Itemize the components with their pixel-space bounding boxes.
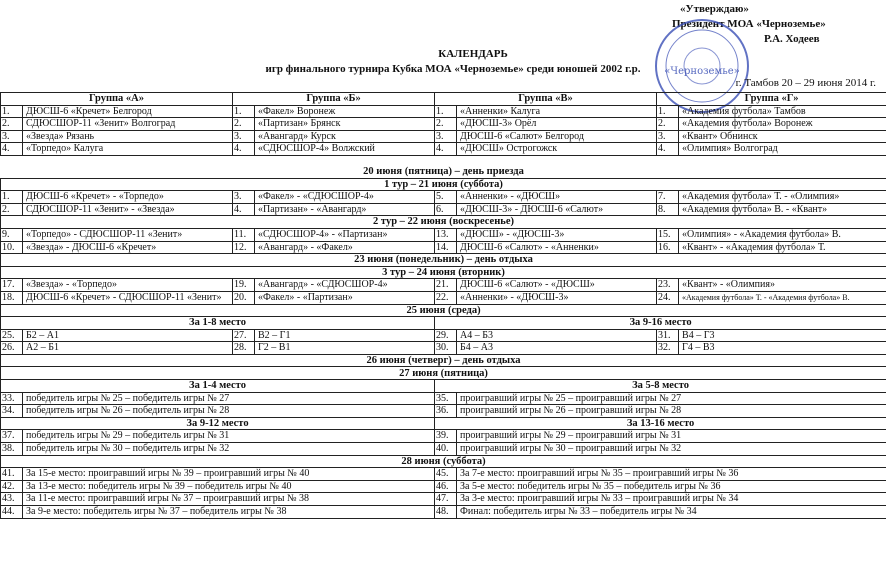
match-text: «Анненки» Калуга	[457, 105, 657, 118]
match-number: 13.	[435, 228, 457, 241]
approval-title: «Утверждаю»	[680, 3, 749, 15]
title-line1: КАЛЕНДАРЬ	[438, 48, 508, 60]
match-number: 48.	[435, 506, 457, 519]
match-number: 3.	[233, 191, 255, 204]
match-number: 31.	[657, 329, 679, 342]
match-text: «Анненки» - «ДЮСШ-3»	[457, 291, 657, 304]
table-cell	[1, 155, 886, 165]
group-header: Группа «А»	[1, 93, 233, 106]
match-text: «Академия футбола» В. - «Квант»	[679, 203, 886, 216]
day25-sections-left: За 1-8 место	[1, 317, 435, 330]
day27-sections1-row	[1, 380, 886, 393]
match-number: 5.	[435, 191, 457, 204]
match-number: 1.	[435, 105, 457, 118]
group-row	[1, 118, 886, 131]
day25-sections-right: За 9-16 место	[435, 317, 886, 330]
match-text: Б2 – А1	[23, 329, 233, 342]
match-number: 26.	[1, 342, 23, 355]
match-text: победитель игры № 29 – победитель игры № 31	[23, 430, 435, 443]
match-text: «Академия футбола» Тамбов	[679, 105, 886, 118]
match-number: 37.	[1, 430, 23, 443]
match-number: 11.	[233, 228, 255, 241]
match-number: 4.	[233, 143, 255, 156]
group-row	[1, 130, 886, 143]
match-number: 3.	[435, 130, 457, 143]
match-number: 12.	[233, 241, 255, 254]
match-text: «Авангард» Курск	[255, 130, 435, 143]
match-text: «ДЮСШ» - «ДЮСШ-3»	[457, 228, 657, 241]
match-text: «Квант» - «Академия футбола» Т.	[679, 241, 886, 254]
match-number: 7.	[657, 191, 679, 204]
match-text: «Факел» - «Партизан»	[255, 291, 435, 304]
tour2-row	[1, 228, 886, 241]
match-text: «Факел» - «СДЮСШОР-4»	[255, 191, 435, 204]
match-text: В2 – Г1	[255, 329, 435, 342]
match-text: ДЮСШ-6 «Салют» Белгород	[457, 130, 657, 143]
match-number: 8.	[657, 203, 679, 216]
match-number: 24.	[657, 291, 679, 304]
day28-header-row	[1, 455, 886, 468]
match-number: 10.	[1, 241, 23, 254]
match-text: «ДЮСШ» Острогожск	[457, 143, 657, 156]
match-text: За 3-е место: проигравший игры № 33 – проигравший игры № 34	[457, 493, 886, 506]
day27-sections2-row	[1, 417, 886, 430]
match-text: «Олимпия» Волгоград	[679, 143, 886, 156]
day25-sections-row	[1, 317, 886, 330]
match-text: За 9-е место: победитель игры № 37 – победитель игры № 38	[23, 506, 435, 519]
match-number: 20.	[233, 291, 255, 304]
match-number: 14.	[435, 241, 457, 254]
match-text: ДЮСШ-6 «Кречет» Белгород	[23, 105, 233, 118]
match-text: «Анненки» - «ДЮСШ»	[457, 191, 657, 204]
match-number: 2.	[435, 118, 457, 131]
match-number: 1.	[657, 105, 679, 118]
match-number: 30.	[435, 342, 457, 355]
match-text: «Торпедо» - СДЮСШОР-11 «Зенит»	[23, 228, 233, 241]
match-text: За 15-е место: проигравший игры № 39 – проигравший игры № 40	[23, 468, 435, 481]
day28-row	[1, 493, 886, 506]
day25-row	[1, 342, 886, 355]
match-text: «СДЮСШОР-4» Волжский	[255, 143, 435, 156]
day23-header-row	[1, 254, 886, 267]
day27-row	[1, 405, 886, 418]
match-text: За 13-е место: победитель игры № 39 – победитель игры № 40	[23, 480, 435, 493]
document-title	[0, 47, 886, 77]
match-number: 45.	[435, 468, 457, 481]
match-text: «Партизан» Брянск	[255, 118, 435, 131]
match-text: ДЮСШ-6 «Кречет» - «Торпедо»	[23, 191, 233, 204]
match-text: «Звезда» - ДЮСШ-6 «Кречет»	[23, 241, 233, 254]
match-number: 1.	[1, 191, 23, 204]
match-number: 46.	[435, 480, 457, 493]
match-text: ДЮСШ-6 «Салют» - «ДЮСШ»	[457, 279, 657, 292]
schedule-table	[0, 92, 886, 519]
match-number: 3.	[657, 130, 679, 143]
match-text: победитель игры № 30 – победитель игры № 32	[23, 443, 435, 456]
match-number: 39.	[435, 430, 457, 443]
tour3-row	[1, 279, 886, 292]
match-number: 23.	[657, 279, 679, 292]
match-text: СДЮСШОР-11 «Зенит» - «Звезда»	[23, 203, 233, 216]
tour3-header: 3 тур – 24 июня (вторник)	[1, 266, 886, 279]
day27-sections2-right: За 13-16 место	[435, 417, 886, 430]
match-text: «Звезда» - «Торпедо»	[23, 279, 233, 292]
match-number: 28.	[233, 342, 255, 355]
match-text: «Олимпия» - «Академия футбола» В.	[679, 228, 886, 241]
match-number: 6.	[435, 203, 457, 216]
day26-header-row	[1, 354, 886, 367]
match-text: За 7-е место: проигравший игры № 35 – проигравший игры № 36	[457, 468, 886, 481]
day25-header-row	[1, 304, 886, 317]
day26-header: 26 июня (четверг) – день отдыха	[1, 354, 886, 367]
match-number: 4.	[657, 143, 679, 156]
match-number: 17.	[1, 279, 23, 292]
tour2-header: 2 тур – 22 июня (воскресенье)	[1, 216, 886, 229]
match-text: «Академия футбола» Т. - «Академия футбола» В.	[679, 291, 886, 304]
match-text: За 11-е место: проигравший игры № 37 – проигравший игры № 38	[23, 493, 435, 506]
day23-header: 23 июня (понедельник) – день отдыха	[1, 254, 886, 267]
match-number: 21.	[435, 279, 457, 292]
match-number: 41.	[1, 468, 23, 481]
match-text: Г4 – В3	[679, 342, 886, 355]
match-number: 43.	[1, 493, 23, 506]
match-text: «Квант» - «Олимпия»	[679, 279, 886, 292]
match-text: «ДЮСШ-3» Орёл	[457, 118, 657, 131]
match-text: Б4 – А3	[457, 342, 657, 355]
group-header: Группа «Г»	[657, 93, 886, 106]
match-number: 34.	[1, 405, 23, 418]
day28-row	[1, 468, 886, 481]
match-text: «Авангард» - «СДЮСШОР-4»	[255, 279, 435, 292]
match-text: «Академия футбола» Т. - «Олимпия»	[679, 191, 886, 204]
day-arrival: 20 июня (пятница) – день приезда	[363, 165, 524, 177]
day27-row	[1, 443, 886, 456]
match-number: 25.	[1, 329, 23, 342]
match-number: 2.	[657, 118, 679, 131]
match-text: «СДЮСШОР-4» - «Партизан»	[255, 228, 435, 241]
match-number: 19.	[233, 279, 255, 292]
day28-row	[1, 480, 886, 493]
match-number: 4.	[435, 143, 457, 156]
day28-row	[1, 506, 886, 519]
match-text: победитель игры № 25 – победитель игры № 27	[23, 392, 435, 405]
day27-row	[1, 430, 886, 443]
match-text: За 5-е место: победитель игры № 35 – победитель игры № 36	[457, 480, 886, 493]
tour1-row	[1, 203, 886, 216]
match-text: А4 – Б3	[457, 329, 657, 342]
match-number: 38.	[1, 443, 23, 456]
match-number: 9.	[1, 228, 23, 241]
match-text: «Звезда» Рязань	[23, 130, 233, 143]
match-number: 29.	[435, 329, 457, 342]
day25-header: 25 июня (среда)	[1, 304, 886, 317]
day27-row	[1, 392, 886, 405]
match-number: 2.	[1, 118, 23, 131]
match-number: 16.	[657, 241, 679, 254]
tour3-header-row	[1, 266, 886, 279]
match-number: 15.	[657, 228, 679, 241]
match-text: А2 – Б1	[23, 342, 233, 355]
match-number: 27.	[233, 329, 255, 342]
match-number: 1.	[233, 105, 255, 118]
day-arrival-row	[1, 165, 886, 178]
match-text: «Торпедо» Калуга	[23, 143, 233, 156]
match-text: Г2 – В1	[255, 342, 435, 355]
match-number: 3.	[233, 130, 255, 143]
day25-row	[1, 329, 886, 342]
match-number: 2.	[233, 118, 255, 131]
match-number: 33.	[1, 392, 23, 405]
day27-sections1-left: За 1-4 место	[1, 380, 435, 393]
match-text: проигравший игры № 26 – проигравший игры № 28	[457, 405, 886, 418]
match-text: ДЮСШ-6 «Салют» - «Анненки»	[457, 241, 657, 254]
match-number: 1.	[1, 105, 23, 118]
group-header: Группа «Б»	[233, 93, 435, 106]
match-number: 42.	[1, 480, 23, 493]
match-number: 18.	[1, 291, 23, 304]
match-text: ДЮСШ-6 «Кречет» - СДЮСШОР-11 «Зенит»	[23, 291, 233, 304]
title-line2: игр финального турнира Кубка МОА «Черноземье» среди юношей 2002 г.р.	[265, 63, 641, 75]
match-text: СДЮСШОР-11 «Зенит» Волгоград	[23, 118, 233, 131]
day27-sections1-right: За 5-8 место	[435, 380, 886, 393]
tour2-header-row	[1, 216, 886, 229]
match-text: «Квант» Обнинск	[679, 130, 886, 143]
match-text: проигравший игры № 30 – проигравший игры № 32	[457, 443, 886, 456]
tour2-row	[1, 241, 886, 254]
match-number: 22.	[435, 291, 457, 304]
tour1-header-row	[1, 178, 886, 191]
seal-text: «Черноземье»	[664, 66, 740, 77]
match-number: 35.	[435, 392, 457, 405]
day27-header: 27 июня (пятница)	[1, 367, 886, 380]
match-number: 4.	[1, 143, 23, 156]
group-row	[1, 105, 886, 118]
group-header-row	[1, 93, 886, 106]
spacer-row	[1, 155, 886, 165]
match-text: проигравший игры № 29 – проигравший игры № 31	[457, 430, 886, 443]
tour1-row	[1, 191, 886, 204]
match-number: 4.	[233, 203, 255, 216]
match-number: 36.	[435, 405, 457, 418]
match-number: 2.	[1, 203, 23, 216]
approval-position: Президент МОА «Черноземье»	[672, 18, 826, 30]
tour3-row	[1, 291, 886, 304]
day27-sections2-left: За 9-12 место	[1, 417, 435, 430]
day28-header: 28 июня (суббота)	[1, 455, 886, 468]
place-date: г. Тамбов 20 – 29 июня 2014 г.	[735, 77, 876, 89]
match-text: «ДЮСШ-3» - ДЮСШ-6 «Салют»	[457, 203, 657, 216]
match-text: В4 – Г3	[679, 329, 886, 342]
match-text: «Партизан» - «Авангард»	[255, 203, 435, 216]
group-header: Группа «В»	[435, 93, 657, 106]
day27-header-row	[1, 367, 886, 380]
match-number: 44.	[1, 506, 23, 519]
match-text: «Академия футбола» Воронеж	[679, 118, 886, 131]
match-number: 32.	[657, 342, 679, 355]
match-text: Финал: победитель игры № 33 – победитель игры № 34	[457, 506, 886, 519]
match-text: «Факел» Воронеж	[255, 105, 435, 118]
group-row	[1, 143, 886, 156]
match-text: победитель игры № 26 – победитель игры № 28	[23, 405, 435, 418]
tour1-header: 1 тур – 21 июня (суббота)	[1, 178, 886, 191]
approval-signatory: Р.А. Ходеев	[764, 33, 820, 45]
match-number: 40.	[435, 443, 457, 456]
match-text: «Авангард» - «Факел»	[255, 241, 435, 254]
match-number: 3.	[1, 130, 23, 143]
match-number: 47.	[435, 493, 457, 506]
match-text: проигравший игры № 25 – проигравший игры № 27	[457, 392, 886, 405]
